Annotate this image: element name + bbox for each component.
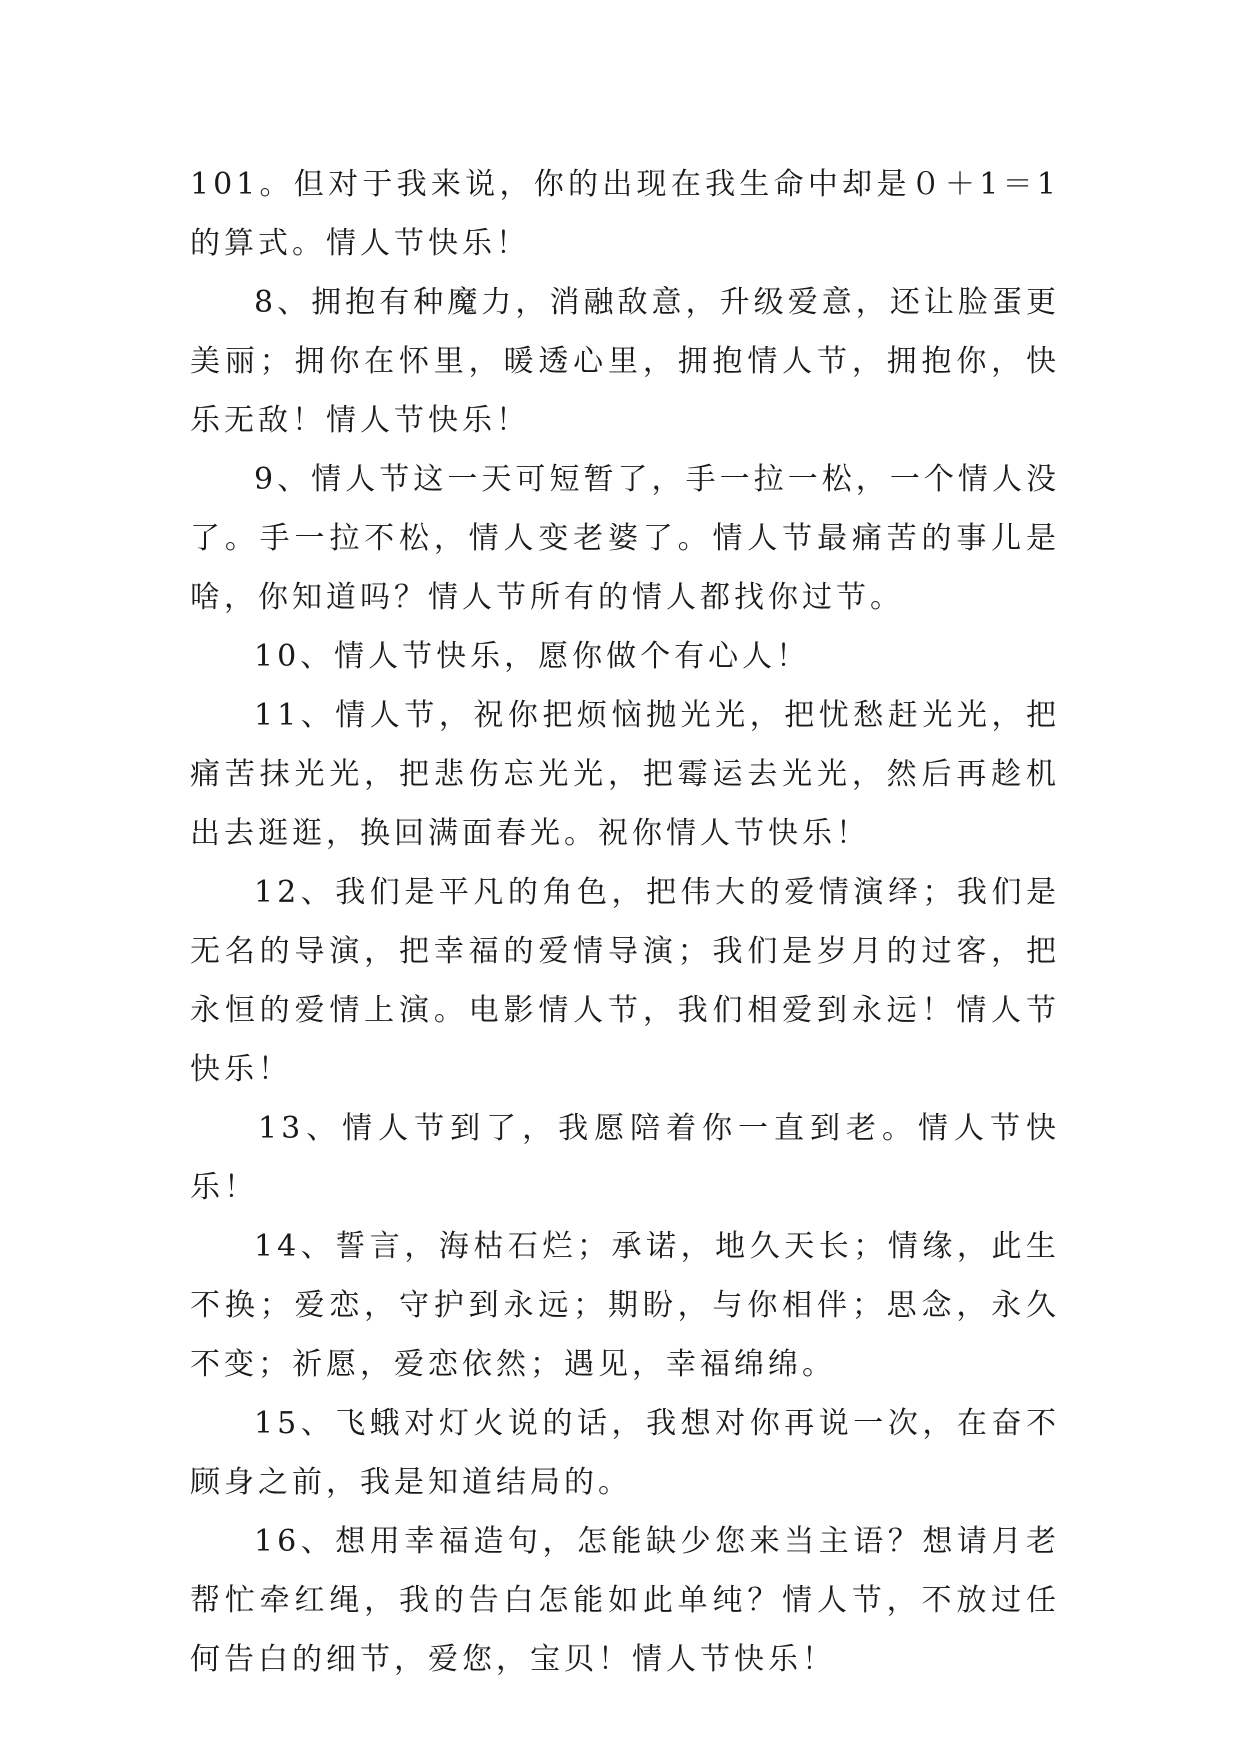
paragraph-continued: 101。但对于我来说，你的出现在我生命中却是０＋1＝1 的算式。情人节快乐！ [190, 167, 1060, 261]
paragraph-10: 10、情人节快乐，愿你做个有心人！ [254, 639, 811, 674]
paragraph-11: 11、情人节，祝你把烦恼抛光光，把忧愁赶光光，把痛苦抹光光，把悲伤忘光光，把霉运去光光，然后再趁机出去逛逛，换回满面春光。祝你情人节快乐！ [190, 698, 1060, 851]
paragraph-13: 13、情人节到了，我愿陪着你一直到老。情人节快乐！ [190, 1111, 1060, 1205]
paragraph-9: 9、情人节这一天可短暂了，手一拉一松，一个情人没了。手一拉不松，情人变老婆了。情人节最痛苦的事儿是啥，你知道吗？情人节所有的情人都找你过节。 [190, 462, 1060, 615]
paragraph-16: 16、想用幸福造句，怎能缺少您来当主语？想请月老帮忙牵红绳，我的告白怎能如此单纯？情人节，不放过任何告白的细节，爱您，宝贝！情人节快乐！ [190, 1524, 1060, 1677]
paragraph-8: 8、拥抱有种魔力，消融敌意，升级爱意，还让脸蛋更美丽；拥你在怀里，暖透心里，拥抱情人节，拥抱你，快乐无敌！情人节快乐！ [190, 285, 1060, 438]
paragraph-15: 15、飞蛾对灯火说的话，我想对你再说一次，在奋不顾身之前，我是知道结局的。 [190, 1406, 1060, 1500]
paragraph-14: 14、誓言，海枯石烂；承诺，地久天长；情缘，此生不换；爱恋，守护到永远；期盼，与你相伴；思念，永久不变；祈愿，爱恋依然；遇见，幸福绵绵。 [190, 1229, 1060, 1382]
paragraph-12: 12、我们是平凡的角色，把伟大的爱情演绎；我们是无名的导演，把幸福的爱情导演；我们是岁月的过客，把永恒的爱情上演。电影情人节，我们相爱到永远！情人节快乐！ [190, 875, 1060, 1087]
document-body [190, 155, 1060, 1689]
